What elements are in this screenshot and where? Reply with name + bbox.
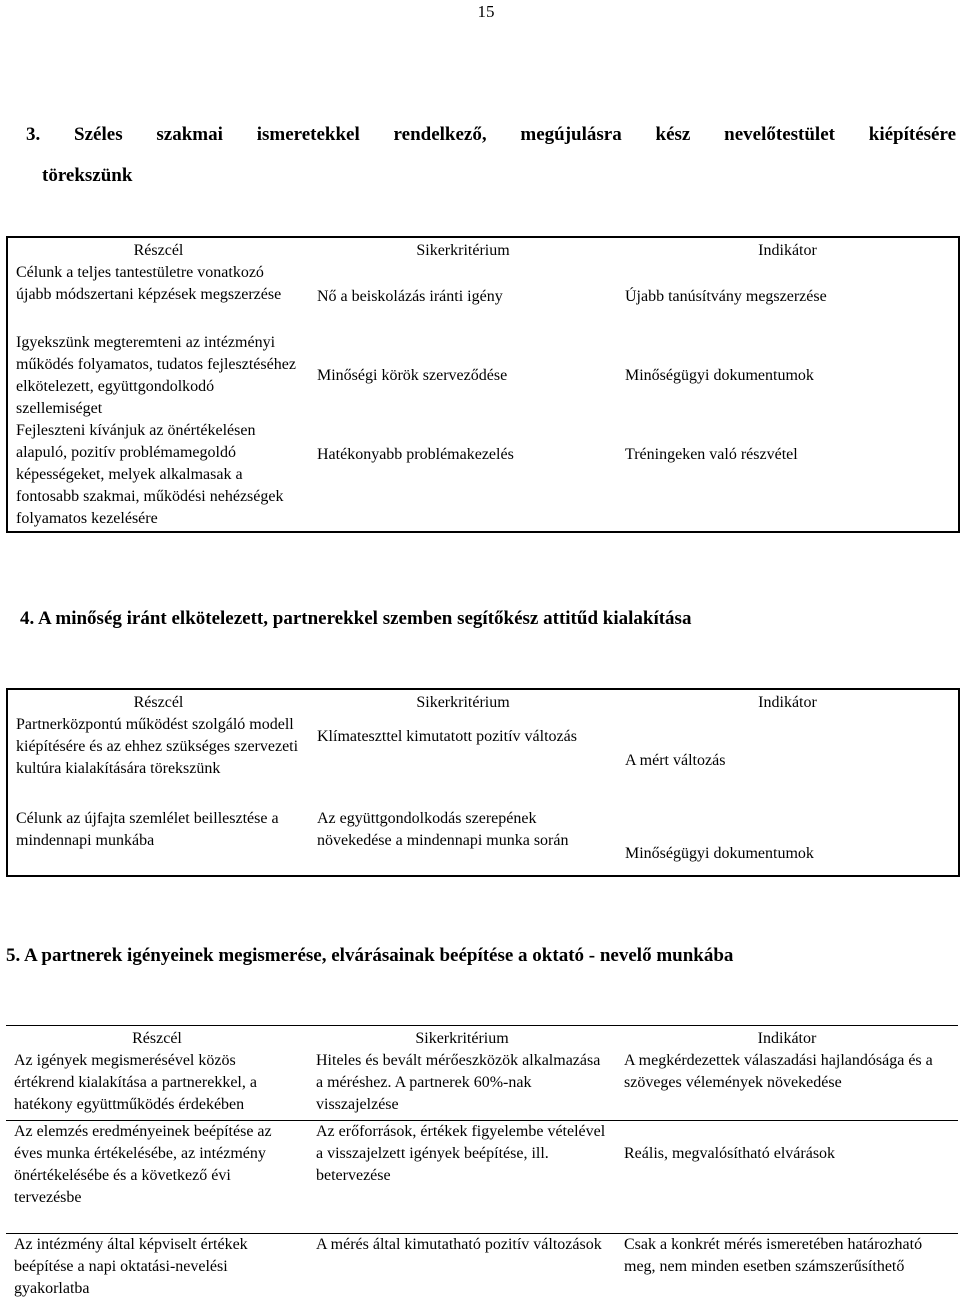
cell-indikator: Tréningeken való részvétel: [625, 446, 798, 463]
table-header-row: [6, 1026, 958, 1051]
header-sikerkriterium: Sikerkritérium: [416, 694, 510, 711]
cell-indikator: Csak a konkrét mérés ismeretében határozható meg, nem minden esetben számszerűsíthető: [616, 1234, 958, 1304]
cell-sikerkriterium: Nő a beiskolázás iránti igény: [317, 288, 503, 305]
table-row: [7, 808, 959, 876]
cell-sikerkriterium: A mérés által kimutatható pozitív változások: [308, 1234, 616, 1304]
cell-sikerkriterium: Az erőforrások, értékek figyelembe vételével a visszajelzett igények beépítése, ill. betervezése: [308, 1120, 616, 1216]
cell-reszcel: Az elemzés eredményeinek beépítése az éves munka értékelésébe, az intézmény önértékelésébe és a következő évi tervezésbe: [6, 1120, 308, 1216]
table-row: [7, 262, 959, 332]
header-indikator: Indikátor: [758, 694, 817, 711]
table-row: [6, 1120, 958, 1216]
section-3-heading: [18, 114, 956, 196]
table-row: [6, 1050, 958, 1120]
table-row: [6, 1234, 958, 1304]
header-sikerkriterium: Sikerkritérium: [415, 1030, 509, 1047]
page-number: 15: [477, 2, 495, 21]
cell-sikerkriterium: Klímateszttel kimutatott pozitív változás: [317, 728, 577, 745]
cell-sikerkriterium: Az együttgondolkodás szerepének növekedése a mindennapi munka során: [317, 810, 569, 849]
cell-reszcel: Igyekszünk megteremteni az intézményi működés folyamatos, tudatos fejlesztéséhez elkötelezett, együttgondolkodó szellemiséget: [16, 334, 296, 417]
section-5-heading: 5. A partnerek igényeinek megismerése, elvárásainak beépítése a oktató - nevelő munkába: [6, 945, 734, 966]
section-3-title-line1: 3. Széles szakmai ismeretekkel rendelkező, megújulásra kész nevelőtestület kiépítésére: [26, 124, 956, 145]
table-header-row: [7, 689, 959, 714]
section-5-table: [6, 1025, 958, 1216]
header-indikator: Indikátor: [758, 242, 817, 259]
cell-sikerkriterium: Hatékonyabb problémakezelés: [317, 446, 514, 463]
header-indikator: Indikátor: [757, 1030, 817, 1047]
header-reszcel: Részcél: [133, 242, 184, 259]
header-reszcel: Részcél: [133, 694, 184, 711]
cell-indikator: Minőségügyi dokumentumok: [625, 367, 814, 384]
cell-indikator: A mért változás: [625, 752, 726, 769]
cell-sikerkriterium: Minőségi körök szerveződése: [317, 367, 508, 384]
cell-reszcel: Az intézmény által képviselt értékek beépítése a napi oktatási-nevelési gyakorlatba: [6, 1234, 308, 1304]
cell-reszcel: Az igények megismerésével közös értékrend kialakítása a partnerekkel, a hatékony együttműködés érdekében: [14, 1052, 257, 1113]
section-3-title-line2: törekszünk: [42, 165, 133, 186]
section-4-table: [6, 688, 960, 877]
table-row: [7, 420, 959, 532]
table-row: [7, 714, 959, 808]
table-row: [7, 332, 959, 420]
cell-reszcel: Partnerközpontú működést szolgáló modell kiépítésére és az ehhez szükséges szervezeti kultúra kialakítására törekszünk: [16, 716, 299, 777]
cell-reszcel: Fejleszteni kívánjuk az önértékelésen alapuló, pozitív problémamegoldó képességeket, melyek alkalmasak a fontosabb szakmai, működési nehézségek folyamatos kezelésére: [16, 422, 284, 527]
table-header-row: [7, 237, 959, 262]
cell-reszcel: Célunk a teljes tantestületre vonatkozó újabb módszertani képzések megszerzése: [16, 264, 282, 303]
header-reszcel: Részcél: [132, 1030, 182, 1047]
cell-indikator: Minőségügyi dokumentumok: [625, 845, 814, 862]
cell-indikator: A megkérdezettek válaszadási hajlandósága és a szöveges vélemények növekedése: [624, 1052, 933, 1091]
cell-sikerkriterium: Hiteles és bevált mérőeszközök alkalmazása a méréshez. A partnerek 60%-nak visszajelzése: [316, 1052, 601, 1113]
section-4-heading: 4. A minőség iránt elkötelezett, partnerekkel szemben segítőkész attitűd kialakítása: [20, 608, 692, 629]
header-sikerkriterium: Sikerkritérium: [416, 242, 510, 259]
cell-reszcel: Célunk az újfajta szemlélet beillesztése a mindennapi munkába: [16, 810, 279, 849]
section-5-table-continued: [6, 1233, 958, 1304]
cell-indikator: Újabb tanúsítvány megszerzése: [625, 288, 827, 305]
cell-indikator: Reális, megvalósítható elvárások: [616, 1120, 958, 1216]
section-3-table: [6, 236, 960, 533]
